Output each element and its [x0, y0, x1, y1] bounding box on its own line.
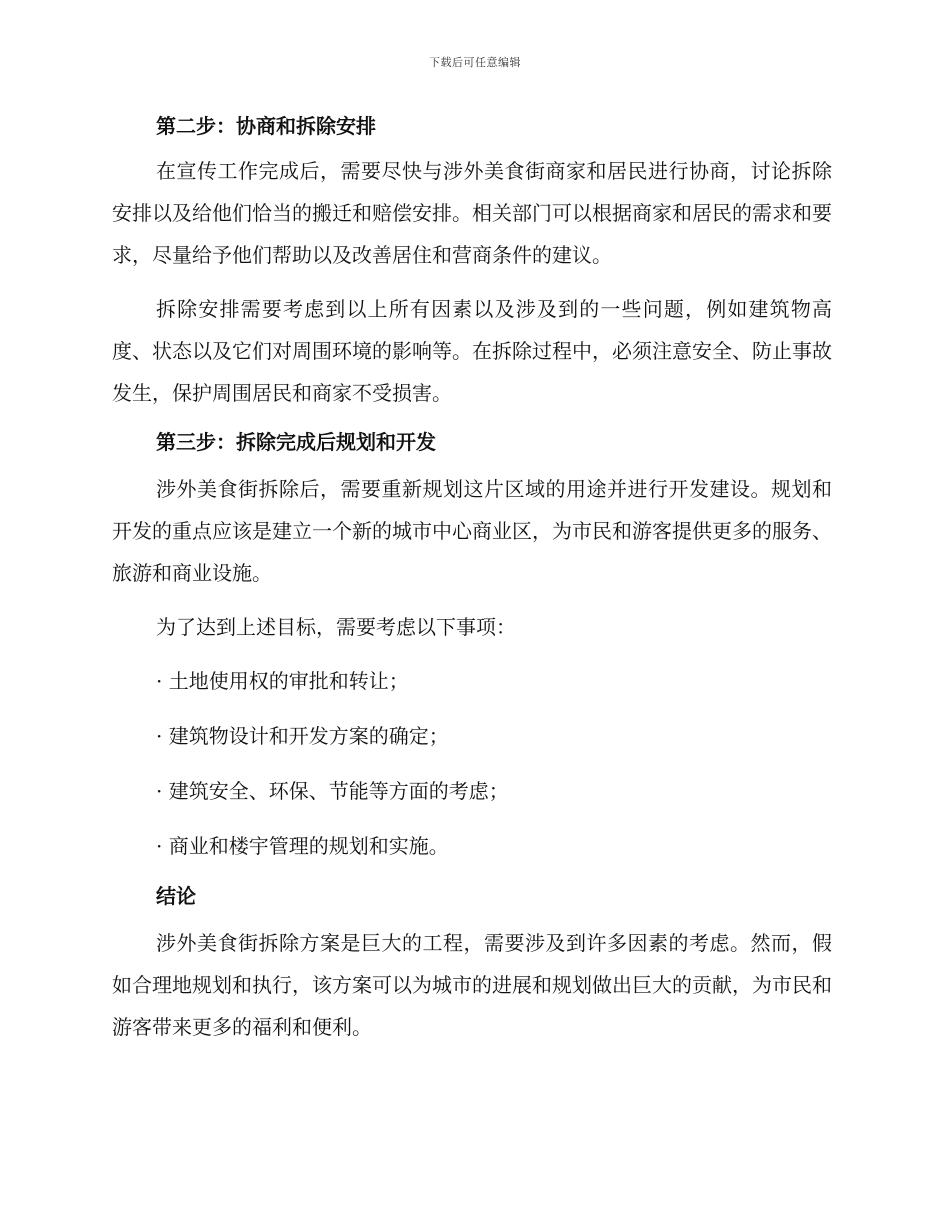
- section-heading-step2: 第二步：协商和拆除安排: [156, 114, 376, 138]
- paragraph-demolition: 拆除安排需要考虑到以上所有因素以及涉及到的一些问题，例如建筑物高度、状态以及它们对周围环境的影响等。在拆除过程中，必须注意安全、防止事故发生，保护周围居民和商家不受损害。: [112, 297, 832, 405]
- section-heading-conclusion: 结论: [156, 884, 196, 908]
- page-header: 下载后可任意编辑: [429, 56, 521, 69]
- paragraph-conclusion: 涉外美食街拆除方案是巨大的工程，需要涉及到许多因素的考虑。然而，假如合理地规划和执行，该方案可以为城市的进展和规划做出巨大的贡献，为市民和游客带来更多的福利和便利。: [112, 931, 832, 1039]
- section-heading-step3: 第三步：拆除完成后规划和开发: [156, 430, 436, 454]
- list-item: · 土地使用权的审批和转让；: [156, 669, 409, 693]
- paragraph-negotiation: 在宣传工作完成后，需要尽快与涉外美食街商家和居民进行协商，讨论拆除安排以及给他们恰当的搬迁和赔偿安排。相关部门可以根据商家和居民的需求和要求，尽量给予他们帮助以及改善居住和营商条件的建议。: [112, 159, 832, 267]
- list-item: · 建筑物设计和开发方案的确定；: [156, 724, 449, 748]
- paragraph-goals-intro: 为了达到上述目标，需要考虑以下事项：: [156, 615, 516, 639]
- list-item: · 建筑安全、环保、节能等方面的考虑；: [156, 779, 509, 803]
- document-body: [112, 110, 832, 1048]
- list-item: · 商业和楼宇管理的规划和实施。: [156, 834, 449, 858]
- paragraph-planning: 涉外美食街拆除后，需要重新规划这片区域的用途并进行开发建设。规划和开发的重点应该是建立一个新的城市中心商业区，为市民和游客提供更多的服务、旅游和商业设施。: [112, 477, 832, 585]
